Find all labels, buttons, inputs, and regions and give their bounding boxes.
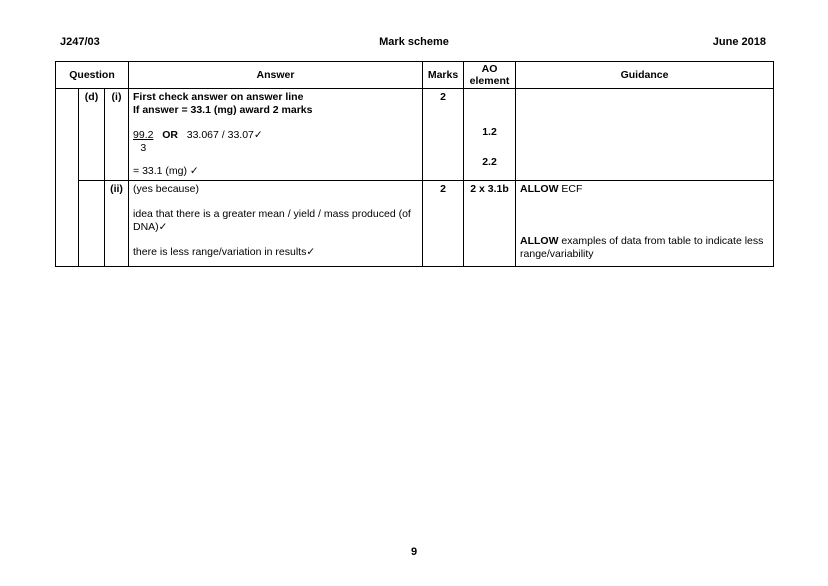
answer-header: Answer: [129, 62, 423, 89]
allow-label: ALLOW: [520, 183, 559, 195]
guidance-header: Guidance: [516, 62, 774, 89]
answer-instruction-2: If answer = 33.1 (mg) award 2 marks: [133, 104, 313, 116]
guidance-cell: [516, 181, 774, 267]
answer-point-1: idea that there is a greater mean / yield / mass produced (of DNA)✓: [133, 208, 411, 233]
question-subpart: (ii): [105, 181, 129, 267]
ao-value-1: 1.2: [482, 126, 497, 138]
guidance-note-1-text: ECF: [558, 183, 583, 195]
ao-element-header: [464, 62, 516, 89]
ao-cell: 2 x 3.1b: [464, 181, 516, 267]
fraction-numerator: 99.2: [133, 129, 154, 141]
fraction: [133, 129, 153, 155]
ao-value-2: 2.2: [482, 156, 497, 168]
marks-cell: 2: [423, 89, 464, 181]
question-subpart: (i): [105, 89, 129, 181]
marks-header: Marks: [423, 62, 464, 89]
alternative-values: 33.067 / 33.07✓: [186, 129, 263, 141]
working-line: [133, 129, 418, 159]
answer-point-2: there is less range/variation in results✓: [133, 246, 316, 258]
marks-cell: 2: [423, 181, 464, 267]
table-header-row: [56, 62, 774, 89]
ao-header-line2: element: [469, 75, 510, 87]
allow-label: ALLOW: [520, 235, 559, 247]
document-title: Mark scheme: [379, 36, 449, 48]
table-row: [56, 181, 774, 267]
question-header: Question: [56, 62, 129, 89]
answer-cell: [129, 181, 423, 267]
page-number: 9: [410, 546, 418, 558]
table-row: [56, 89, 774, 181]
guidance-note-1: [520, 183, 769, 196]
exam-date: June 2018: [712, 36, 766, 48]
guidance-note-2-text: examples of data from table to indicate less range/variability: [520, 235, 764, 260]
answer-intro: (yes because): [133, 183, 199, 195]
or-label: OR: [162, 129, 178, 141]
answer-instruction-1: First check answer on answer line: [133, 91, 304, 103]
ao-header-line1: AO: [481, 63, 498, 75]
ao-cell: [464, 89, 516, 181]
question-part: (d): [79, 89, 105, 181]
paper-code: J247/03: [60, 36, 100, 48]
guidance-note-2: [520, 235, 769, 261]
final-answer: = 33.1 (mg) ✓: [133, 165, 199, 177]
question-blank-cell: [56, 89, 79, 267]
question-part-blank: [79, 181, 105, 267]
guidance-cell: [516, 89, 774, 181]
mark-scheme-table: [55, 61, 774, 267]
answer-cell: [129, 89, 423, 181]
fraction-denominator: 3: [140, 142, 147, 154]
